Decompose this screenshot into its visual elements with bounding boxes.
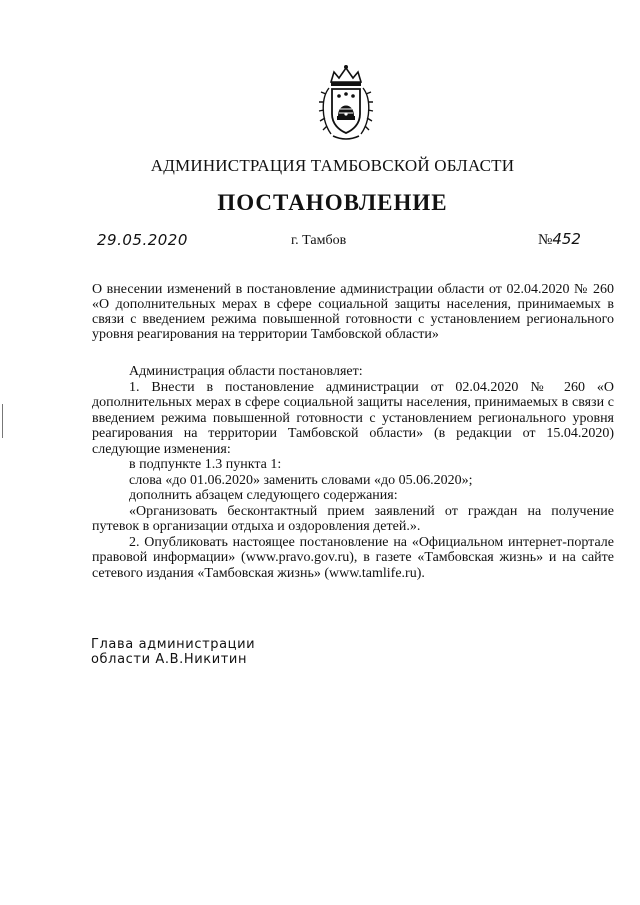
scan-margin-mark xyxy=(2,404,3,438)
document-date: 29.05.2020 xyxy=(97,231,188,249)
intro-paragraph: Администрация области постановляет: xyxy=(129,364,363,379)
sub-item-paragraph: слова «до 01.06.2020» заменить словами «до 05.06.2020»; xyxy=(129,472,473,488)
document-type-title: ПОСТАНОВЛЕНИЕ xyxy=(217,190,448,215)
organization-name: АДМИНИСТРАЦИЯ ТАМБОВСКОЙ ОБЛАСТИ xyxy=(150,156,515,175)
coat-of-arms-emblem xyxy=(317,62,375,144)
document-city: г. Тамбов xyxy=(291,233,347,248)
signature-line: Глава администрации xyxy=(91,637,256,652)
number-value: 452 xyxy=(552,230,581,248)
document-number xyxy=(538,230,581,249)
signature-line: области А.В.Никитин xyxy=(91,652,248,667)
sub-item-paragraph: дополнить абзацем следующего содержания: xyxy=(129,488,398,503)
sub-item-paragraph: в подпункте 1.3 пункта 1: xyxy=(129,457,282,472)
item-1-paragraph: 1. Внести в постановление администрации от 02.04.2020 № 260 «О дополнительных мерах в сфере социальной защиты населения, принимаемых в связи с введением режима повышенной готовности с установлением регионального уровня реагирования на территории Тамбовской области» (в редакции от 15.04.2020) следующие изменения: xyxy=(92,379,614,457)
document-body xyxy=(92,364,614,581)
quote-paragraph: «Организовать бесконтактный прием заявлений от граждан на получение путевок в организации отдыха и оздоровления детей.». xyxy=(92,503,614,534)
signature-block xyxy=(91,637,255,667)
document-subject: О внесении изменений в постановление администрации области от 02.04.2020 № 260 «О дополнительных мерах в сфере социальной защиты населения, принимаемых в связи с введением режима повышенной готовности с установлением регионального уровня реагирования на территории Тамбовской области» xyxy=(92,282,614,342)
number-prefix: № xyxy=(538,232,553,248)
item-2-paragraph: 2. Опубликовать настоящее постановление на «Официальном интернет-портале правовой информации» (www.pravo.gov.ru), в газете «Тамбовская жизнь» и на сайте сетевого издания «Тамбовская жизнь» (www.tamlife.ru). xyxy=(92,534,614,581)
